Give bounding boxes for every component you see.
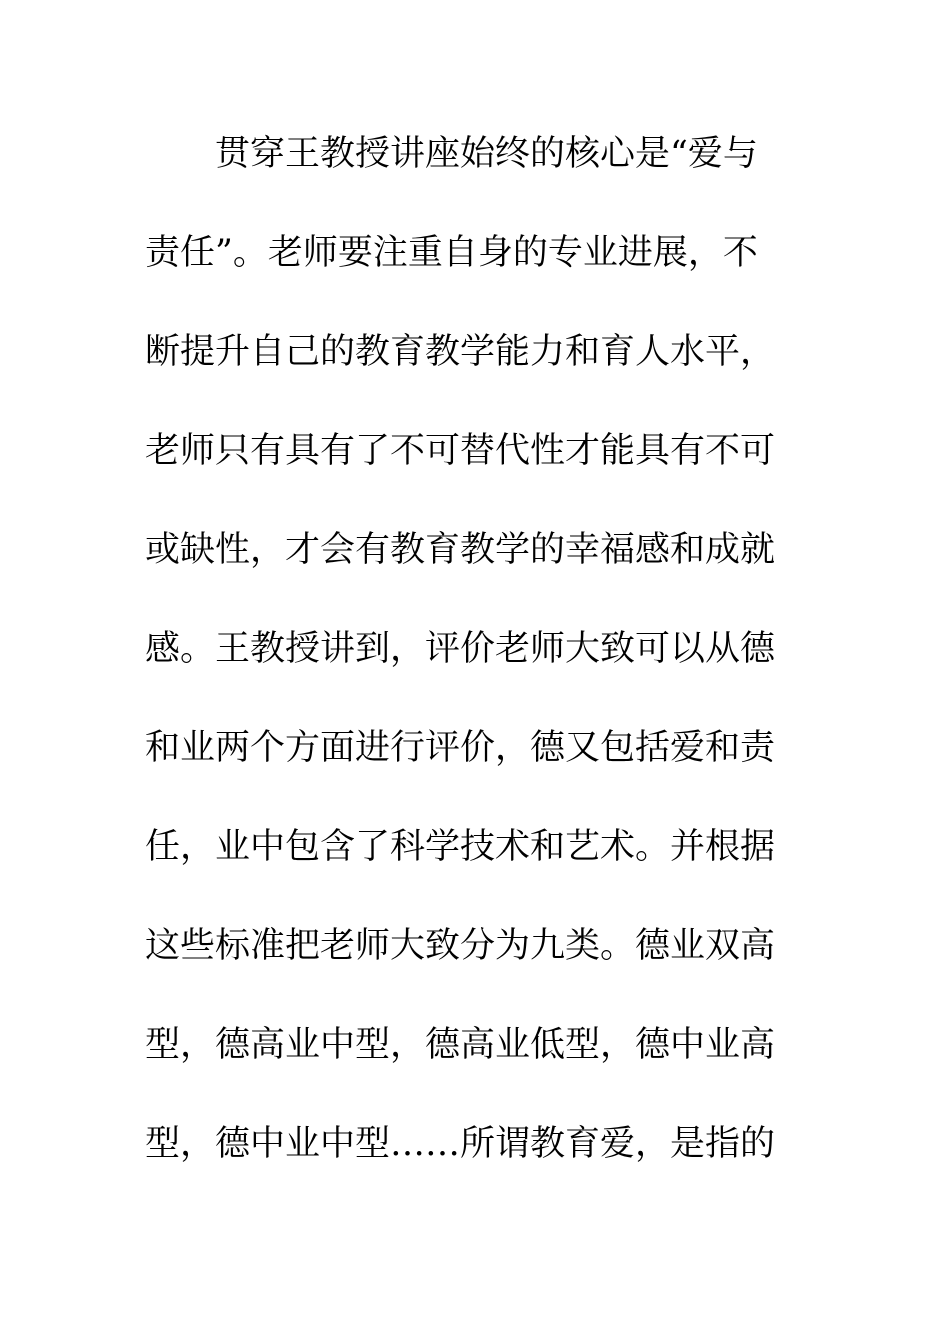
text-line: 老师只有具有了不可替代性才能具有不可	[145, 431, 776, 471]
text-line: 和业两个方面进行评价，德又包括爱和责	[145, 728, 776, 768]
text-line: 断提升自己的教育教学能力和育人水平，	[145, 332, 776, 372]
text-line: 任，业中包含了科学技术和艺术。并根据	[145, 827, 776, 867]
text-line: 这些标准把老师大致分为九类。德业双高	[145, 926, 776, 966]
text-line: 贯穿王教授讲座始终的核心是“爱与	[215, 134, 758, 174]
text-line: 型，德高业中型，德高业低型，德中业高	[145, 1025, 776, 1065]
body-paragraph	[145, 124, 785, 1213]
text-line: 责任”。老师要注重自身的专业进展，不	[145, 233, 758, 273]
text-line: 感。王教授讲到，评价老师大致可以从德	[145, 629, 776, 669]
text-line: 型，德中业中型……所谓教育爱，是指的	[145, 1124, 776, 1164]
text-line: 或缺性，才会有教育教学的幸福感和成就	[145, 530, 776, 570]
